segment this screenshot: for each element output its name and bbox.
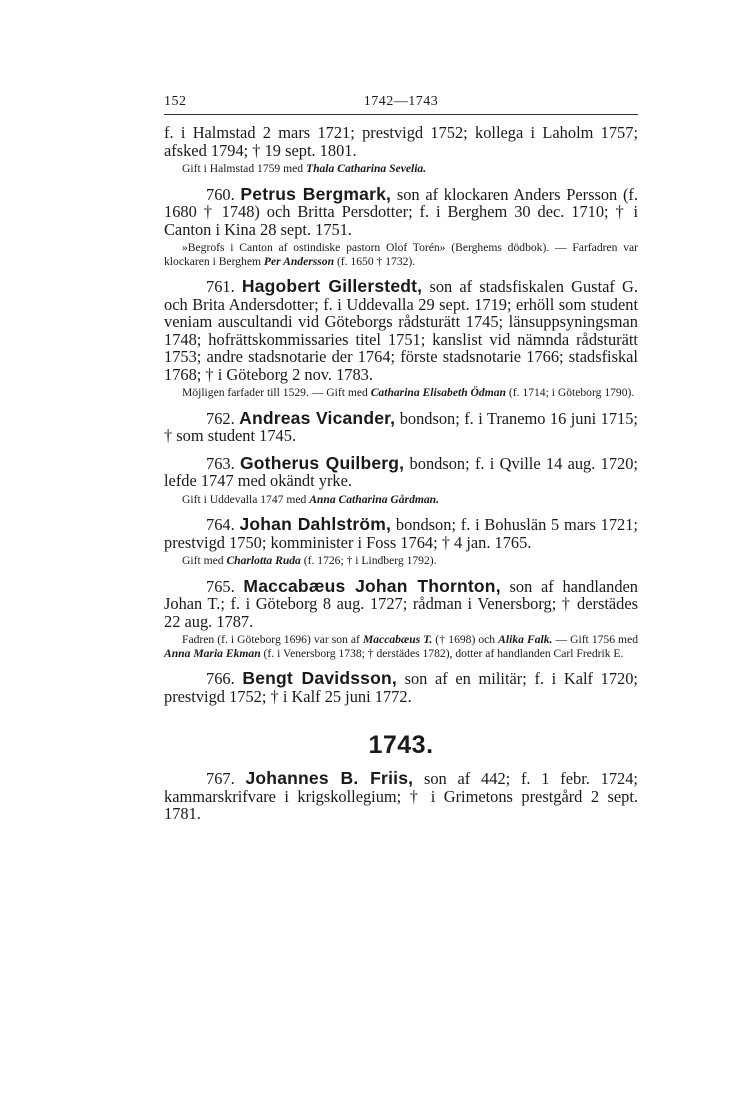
entry-name: Johannes B. Friis, <box>245 768 414 788</box>
entry-body: 761. Hagobert Gillerstedt, son af stadsfiskalen Gustaf G. och Brita Andersdotter; f. i Uddevalla 29 sept. 1719; erhöll som student veniam auscultandi vid Göteborgs rådsturätt 1745; länsuppsyningsman 1748; hofrättskommissaries titel 1751; kanslist vid nämnda rådsturätt 1753; andre stadsnotarie der 1764; förste stadsnotarie 1766; stadsfiskal 1768; † i Göteborg 2 nov. 1783. <box>164 276 638 384</box>
entry-766 <box>164 670 638 705</box>
entry-number: 765. <box>206 576 235 596</box>
entry-762 <box>164 407 638 445</box>
book-page <box>164 92 638 823</box>
entry-body: 762. Andreas Vicander, bondson; f. i Tranemo 16 juni 1715; † som student 1745. <box>164 407 638 445</box>
entry-761 <box>164 278 638 400</box>
entry-number: 763. <box>206 453 235 473</box>
entry-body: 760. Petrus Bergmark, son af klockaren Anders Persson (f. 1680 † 1748) och Britta Persdotter; f. i Berghem 30 dec. 1710; † i Canton i Kina 28 sept. 1751. <box>164 183 638 239</box>
entry-body: 764. Johan Dahlström, bondson; f. i Bohuslän 5 mars 1721; prestvigd 1750; komminister i Foss 1764; † 4 jan. 1765. <box>164 514 638 552</box>
running-head-years: 1742—1743 <box>363 94 439 109</box>
entry-name: Petrus Bergmark, <box>240 183 392 204</box>
entry-765 <box>164 575 639 661</box>
entry-764 <box>164 516 638 568</box>
entry-name: Maccabæus Johan Thornton, <box>243 575 501 596</box>
entry-body: f. i Halmstad 2 mars 1721; prestvigd 1752; kollega i Laholm 1757; afsked 1794; † 19 sept. 1801. <box>164 123 638 160</box>
entry-760 <box>164 183 638 269</box>
entry-number: 767. <box>206 769 235 788</box>
entry-name: Bengt Davidsson, <box>242 668 397 688</box>
entry-767 <box>164 770 638 823</box>
entry-note: Gift med Charlotta Ruda (f. 1726; † i Lindberg 1792). <box>182 554 437 567</box>
year-heading: 1743. <box>368 731 434 759</box>
entry-body: 766. Bengt Davidsson, son af en militär; f. i Kalf 1720; prestvigd 1752; † i Kalf 25 juni 1772. <box>164 668 638 706</box>
entry-body: 767. Johannes B. Friis, son af 442; f. 1 febr. 1724; kammarskrifvare i krigskollegium; † i Grimetons prestgård 2 sept. 1781. <box>164 768 638 823</box>
entry-note: Gift i Uddevalla 1747 med Anna Catharina Gårdman. <box>182 492 440 506</box>
page-number: 152 <box>164 94 187 109</box>
entry-name: Hagobert Gillerstedt, <box>241 276 423 296</box>
entry-name: Andreas Vicander, <box>239 407 396 428</box>
entries <box>164 124 638 823</box>
entry-763 <box>164 452 638 507</box>
entry-number: 764. <box>206 515 235 534</box>
entry-note: Fadren (f. i Göteborg 1696) var son af Maccabæus T. († 1698) och Alika Falk. — Gift 1756 med Anna Maria Ekman (f. i Venersborg 1738; † derstädes 1782), dotter af handlanden Carl Fredrik E. <box>164 633 639 660</box>
entry-continued <box>164 124 638 176</box>
entry-name: Gotherus Quilberg, <box>239 452 405 473</box>
entry-name: Johan Dahlström, <box>239 514 392 534</box>
entry-number: 762. <box>206 408 235 428</box>
entry-note: Möjligen farfader till 1529. — Gift med Catharina Elisabeth Ödman (f. 1714; i Göteborg 1790). <box>182 386 635 399</box>
entry-note: »Begrofs i Canton af ostindiske pastorn Olof Torén» (Berghems dödbok). — Farfadren var klockaren i Berghem Per Andersson (f. 1650 † 1732). <box>164 241 638 268</box>
entry-body: 763. Gotherus Quilberg, bondson; f. i Qville 14 aug. 1720; lefde 1747 med okändt yrke. <box>164 452 638 490</box>
entry-number: 761. <box>206 277 235 296</box>
entry-body: 765. Maccabæus Johan Thornton, son af handlanden Johan T.; f. i Göteborg 8 aug. 1727; rådman i Venersborg; † derstädes 22 aug. 1787. <box>164 575 639 631</box>
page-header <box>164 92 638 115</box>
entry-note: Gift i Halmstad 1759 med Thala Catharina Sevelia. <box>182 162 427 175</box>
entry-number: 766. <box>206 669 235 688</box>
entry-number: 760. <box>206 184 235 204</box>
